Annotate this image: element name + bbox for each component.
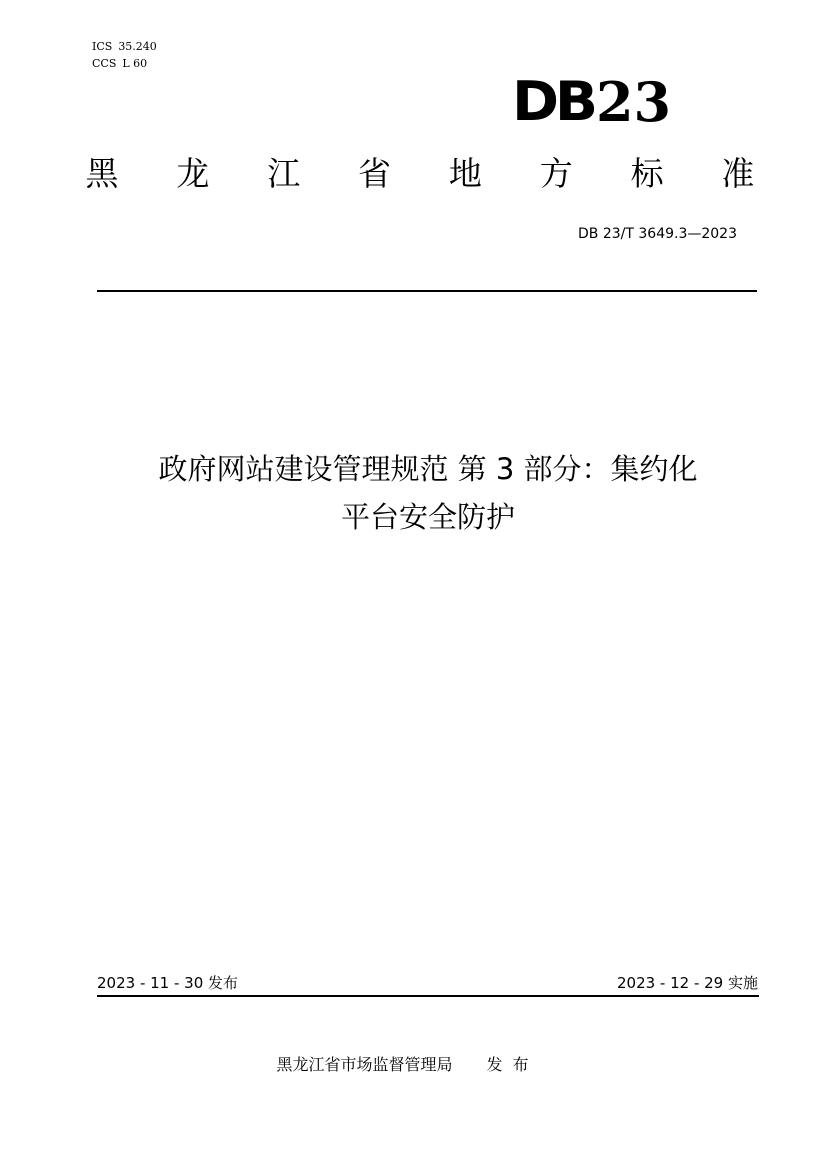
standard-type-char: 省: [358, 154, 392, 193]
standard-type-heading: [80, 152, 760, 196]
standard-type-char: 地: [448, 154, 482, 193]
logo-number: 23: [595, 70, 672, 134]
top-divider: [97, 290, 757, 292]
standard-type-char: 准: [721, 154, 755, 193]
standard-type-char: 标: [630, 154, 664, 193]
bottom-divider: [97, 995, 759, 997]
ccs-label: CCS: [92, 57, 117, 70]
db23-logo: [512, 72, 671, 132]
title-line-1: 政府网站建设管理规范 第 3 部分：集约化: [158, 452, 698, 486]
ics-value: 35.240: [118, 40, 157, 53]
standard-number: DB 23/T 3649.3—2023: [578, 226, 737, 242]
ccs-value: L 60: [122, 57, 148, 70]
ics-code: [92, 40, 157, 54]
publisher-name: 黑龙江省市场监督管理局: [276, 1055, 453, 1074]
standard-type-char: 江: [267, 154, 301, 193]
standard-type-char: 黑: [85, 154, 119, 193]
ics-label: ICS: [92, 40, 113, 53]
issue-date: 2023 - 11 - 30 发布: [97, 974, 239, 992]
standard-type-char: 方: [539, 154, 573, 193]
publisher-line: [0, 1054, 815, 1076]
standard-type-char: 龙: [176, 154, 210, 193]
title-line-2: 平台安全防护: [340, 500, 515, 534]
document-title: [60, 445, 796, 541]
ccs-code: [92, 57, 147, 71]
publisher-action: 发布: [486, 1055, 539, 1074]
effective-date: 2023 - 12 - 29 实施: [616, 974, 758, 992]
logo-prefix: DB: [512, 70, 594, 133]
